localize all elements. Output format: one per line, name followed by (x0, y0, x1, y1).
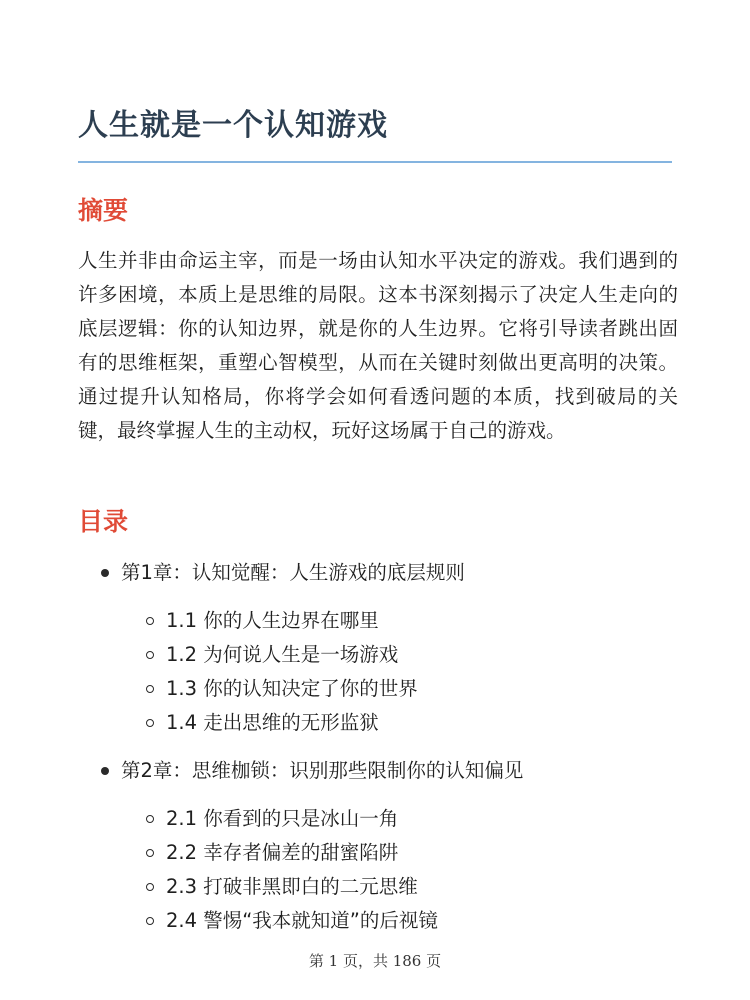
toc-section-label: 2.4 警惕“我本就知道”的后视镜 (166, 909, 438, 932)
table-of-contents (0, 556, 750, 938)
bullet-disc-icon (101, 569, 109, 577)
bullet-disc-icon (101, 767, 109, 775)
bullet-circle-icon (146, 883, 154, 891)
toc-chapter-1 (0, 556, 750, 740)
toc-section-list (0, 802, 750, 938)
toc-chapter-item (0, 556, 750, 590)
toc-chapter-label: 第2章：思维枷锁：识别那些限制你的认知偏见 (121, 759, 524, 782)
toc-section-item (0, 904, 750, 938)
toc-section-item (0, 638, 750, 672)
bullet-circle-icon (146, 917, 154, 925)
abstract-heading: 摘要 (78, 196, 129, 225)
abstract-text: 人生并非由命运主宰，而是一场由认知水平决定的游戏。我们遇到的许多困境，本质上是思维的局限。这本书深刻揭示了决定人生走向的底层逻辑：你的认知边界，就是你的人生边界。它将引导读者跳出固有的思维框架，重塑心智模型，从而在关键时刻做出更高明的决策。通过提升认知格局，你将学会如何看透问题的本质，找到破局的关键，最终掌握人生的主动权，玩好这场属于自己的游戏。 (78, 249, 678, 442)
toc-section-label: 2.3 打破非黑即白的二元思维 (166, 875, 418, 898)
toc-section-list (0, 604, 750, 740)
toc-section-item (0, 802, 750, 836)
toc-section-item (0, 870, 750, 904)
bullet-circle-icon (146, 617, 154, 625)
toc-chapter-item (0, 754, 750, 788)
bullet-circle-icon (146, 719, 154, 727)
toc-section-label: 1.4 走出思维的无形监狱 (166, 711, 379, 734)
toc-section-item (0, 836, 750, 870)
document-title: 人生就是一个认知游戏 (78, 108, 388, 143)
toc-section-item (0, 604, 750, 638)
toc-heading: 目录 (78, 507, 129, 536)
toc-section-item (0, 706, 750, 740)
toc-section-item (0, 672, 750, 706)
toc-section-label: 2.1 你看到的只是冰山一角 (166, 807, 399, 830)
toc-section-label: 1.1 你的人生边界在哪里 (166, 609, 379, 632)
toc-section-label: 1.3 你的认知决定了你的世界 (166, 677, 418, 700)
bullet-circle-icon (146, 849, 154, 857)
title-divider (78, 161, 672, 163)
toc-chapter-label: 第1章：认知觉醒：人生游戏的底层规则 (121, 561, 465, 584)
page-number-footer: 第 1 页，共 186 页 (308, 952, 442, 970)
toc-chapter-2 (0, 754, 750, 938)
bullet-circle-icon (146, 685, 154, 693)
bullet-circle-icon (146, 815, 154, 823)
bullet-circle-icon (146, 651, 154, 659)
toc-section-label: 2.2 幸存者偏差的甜蜜陷阱 (166, 841, 399, 864)
toc-section-label: 1.2 为何说人生是一场游戏 (166, 643, 399, 666)
